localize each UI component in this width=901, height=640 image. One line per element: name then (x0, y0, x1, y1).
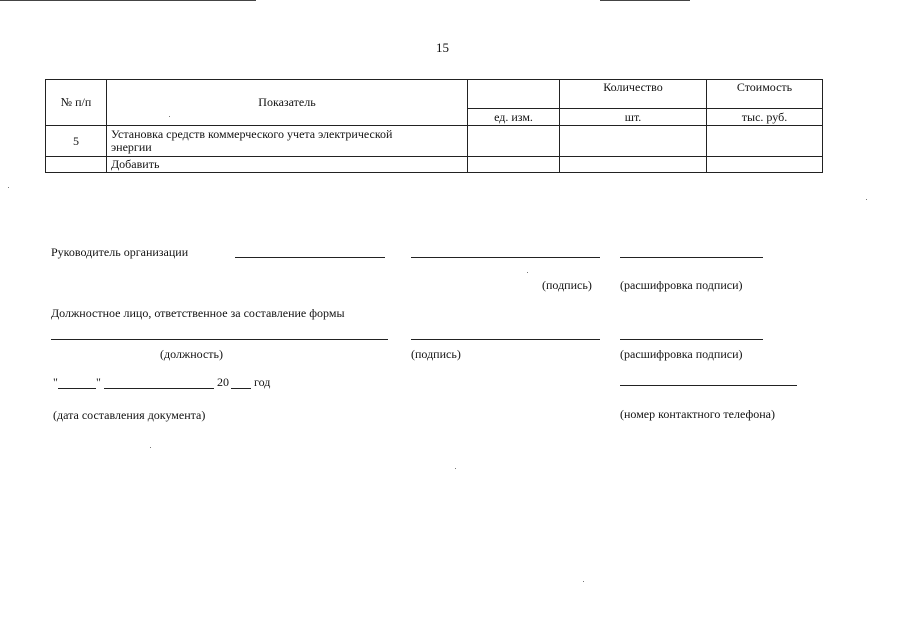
scan-speck (169, 116, 170, 117)
add-row-empty-cost (707, 157, 823, 173)
responsible-signature-caption: (подпись) (411, 347, 461, 361)
date-month-line[interactable] (104, 388, 214, 389)
responsible-decode-caption: (расшифровка подписи) (620, 347, 743, 361)
date-quote-open: " (53, 375, 58, 389)
scan-speck (455, 468, 456, 469)
head-decode-line (620, 257, 763, 258)
date-year-line[interactable] (231, 388, 251, 389)
table-header-row (46, 80, 823, 109)
row-num: 5 (46, 126, 107, 157)
head-decode-caption: (расшифровка подписи) (620, 278, 743, 292)
phone-caption: (номер контактного телефона) (620, 407, 775, 421)
date-year-prefix: 20 (217, 375, 229, 389)
row-indicator: Установка средств коммерческого учета электрической энергии (107, 126, 468, 157)
head-signature-line (411, 257, 600, 258)
responsible-label: Должностное лицо, ответственное за составление формы (51, 306, 345, 320)
page-number: 15 (436, 40, 449, 55)
scan-top-line-right (600, 0, 690, 1)
header-unit: ед. изм. (468, 109, 560, 126)
scan-speck (527, 272, 528, 273)
header-quantity: Количество (560, 80, 707, 109)
scan-speck (150, 447, 151, 448)
scan-speck (583, 581, 584, 582)
phone-line[interactable] (620, 385, 797, 386)
position-caption: (должность) (160, 347, 223, 361)
head-signature-caption: (подпись) (542, 278, 592, 292)
header-cost: Стоимость (707, 80, 823, 109)
head-blank-1 (235, 257, 385, 258)
header-empty-cell (468, 80, 560, 109)
scan-speck (8, 187, 9, 188)
date-day-line[interactable] (58, 388, 96, 389)
table-row (46, 126, 823, 157)
header-currency: тыс. руб. (707, 109, 823, 126)
scan-top-line-left (0, 0, 256, 1)
header-num: № п/п (46, 80, 107, 126)
scan-speck (866, 199, 867, 200)
header-pieces: шт. (560, 109, 707, 126)
row-quantity[interactable] (560, 126, 707, 157)
add-row-empty-num (46, 157, 107, 173)
add-row-empty-quantity (560, 157, 707, 173)
add-row-empty-unit (468, 157, 560, 173)
row-cost[interactable] (707, 126, 823, 157)
row-unit[interactable] (468, 126, 560, 157)
head-label: Руководитель организации (51, 245, 189, 259)
date-caption: (дата составления документа) (53, 408, 206, 422)
add-row-link[interactable]: Добавить (107, 157, 468, 173)
date-quote-close: " (96, 375, 101, 389)
responsible-decode-line (620, 339, 763, 340)
position-line (51, 339, 388, 340)
indicators-table (45, 79, 823, 173)
header-indicator: Показатель (107, 80, 468, 126)
date-year-suffix: год (254, 375, 271, 389)
table-add-row (46, 157, 823, 173)
responsible-signature-line (411, 339, 600, 340)
